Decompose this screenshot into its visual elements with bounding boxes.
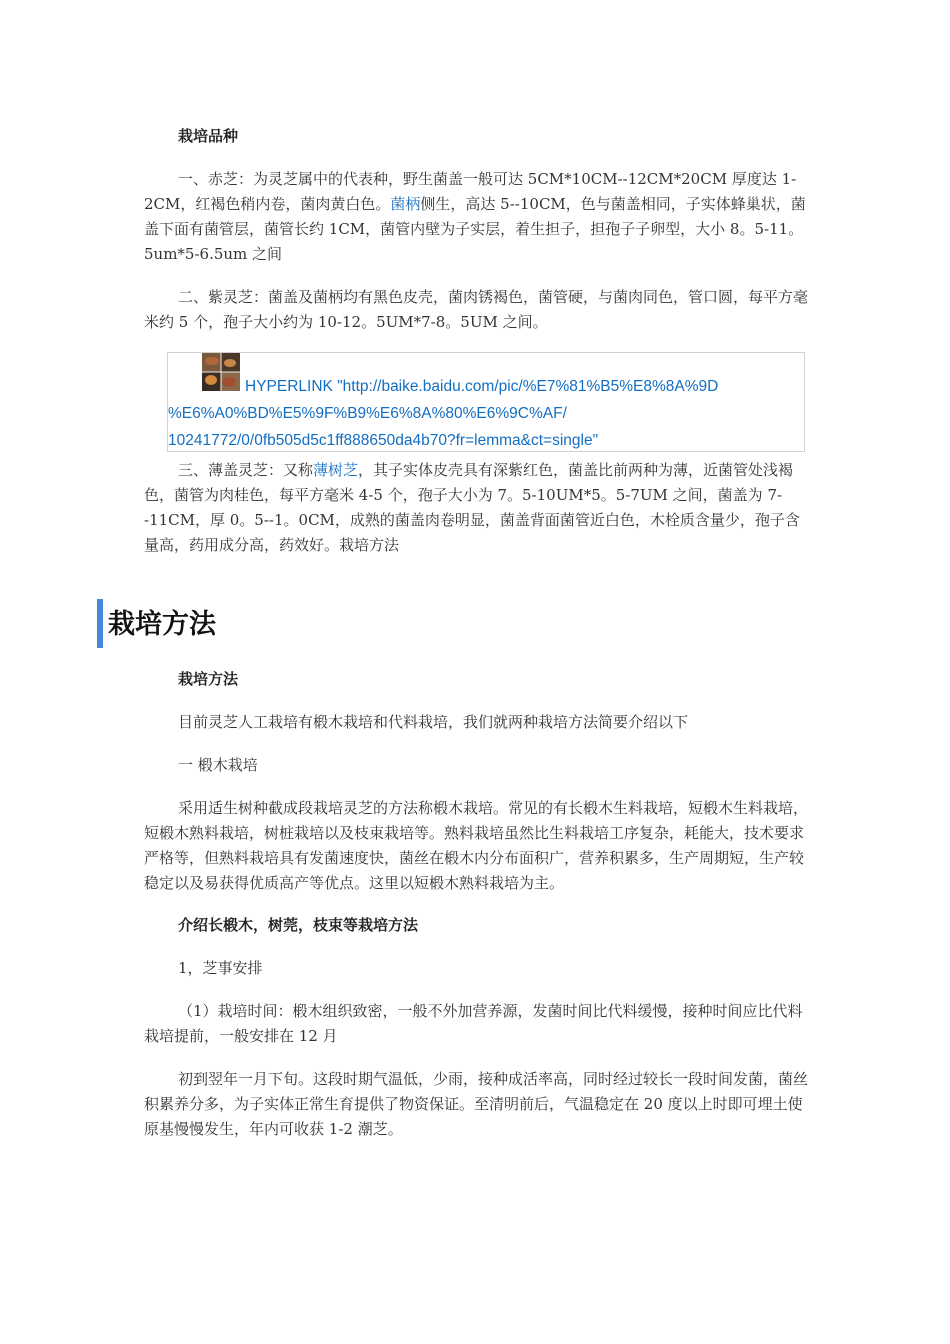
link-baoshuzhi[interactable]: 薄树芝	[313, 461, 359, 479]
paragraph-duanmu: 采用适生树种截成段栽培灵芝的方法称椴木栽培。常见的有长椴木生料栽培，短椴木生料栽培，短椴木熟料栽培，树桩栽培以及枝束栽培等。熟料栽培虽然比生料栽培工序复杂，耗能大，技术要求严格等，但熟料栽培具有发菌速度快，菌丝在椴木内分布面积广，营养积累多，生产周期短，生产较稳定以及易获得优质高产等优点。这里以短椴木熟料栽培为主。	[144, 799, 809, 892]
list-item-schedule: 1，芝事安排	[178, 959, 263, 977]
list-item-duanmu: 一 椴木栽培	[178, 756, 258, 774]
hyperlink-line[interactable]: %E6%A0%BD%E5%9F%B9%E6%8A%80%E6%9C%AF/	[168, 405, 567, 422]
paragraph-intro: 目前灵芝人工栽培有椴木栽培和代料栽培，我们就两种栽培方法简要介绍以下	[178, 713, 689, 731]
paragraph-time: （1）栽培时间：椴木组织致密，一般不外加营养源，发菌时间比代料缓慢，接种时间应比代料栽培提前，一般安排在 12 月	[144, 1002, 803, 1045]
hyperlink-url[interactable]	[168, 373, 804, 454]
paragraph-chizhi	[144, 167, 810, 267]
section-subtitle-varieties: 栽培品种	[178, 127, 239, 145]
paragraph-text: 一、赤芝：为灵芝属中的代表种，野生菌盖一般可达 5CM*10CM--12CM*20CM 厚度达 1-2CM，红褐色稍内卷，菌肉黄白色。	[144, 170, 797, 213]
section-heading: 栽培方法	[108, 609, 216, 640]
heading-accent-bar	[97, 599, 103, 648]
paragraph-zilingzhi: 二、紫灵芝：菌盖及菌柄均有黑色皮壳，菌肉锈褐色，菌管硬，与菌肉同色，管口圆，每平方毫米约 5 个，孢子大小约为 10-12。5UM*7-8。5UM 之间。	[144, 288, 809, 331]
paragraph-text: 侧生，高达 5--10CM，色与菌盖相同，子实体蜂巢状，菌盖下面有菌管层，菌管长约 1CM，菌管内壁为子实层，着生担子，担孢子子卵型，大小 8。5-11。5um*5-6.5um 之间	[144, 195, 806, 263]
section-subtitle-methods: 栽培方法	[178, 670, 239, 688]
paragraph-baogai	[144, 458, 810, 558]
section-subtitle-long-wood: 介绍长椴木，树莞，枝束等栽培方法	[178, 916, 419, 934]
hyperlink-line[interactable]: HYPERLINK "http://baike.baidu.com/pic/%E7%81%B5%E8%8A%9D	[245, 378, 719, 395]
hyperlink-line[interactable]: 10241772/0/0fb505d5c1ff888650da4b70?fr=lemma&ct=single"	[168, 432, 599, 449]
paragraph-season: 初到翌年一月下旬。这段时期气温低，少雨，接种成活率高，同时经过较长一段时间发菌，菌丝积累养分多，为子实体正常生育提供了物资保证。至清明前后，气温稳定在 20 度以上时即可埋土使原基慢慢发生，年内可收获 1-2 潮芝。	[144, 1070, 809, 1138]
paragraph-text: 三、薄盖灵芝：又称	[178, 461, 314, 479]
hyperlink-box[interactable]	[167, 352, 805, 452]
link-junbing[interactable]: 菌柄	[390, 195, 421, 213]
paragraph-text: ，其子实体皮壳具有深紫红色，菌盖比前两种为薄，近菌管处浅褐色，菌管为肉桂色，每平方毫米 4-5 个，孢子大小为 7。5-10UM*5。5-7UM 之间，菌盖为 7--11CM，厚 0。5--1。0CM，成熟的菌盖肉卷明显，菌盖背面菌管近白色，木栓质含量少，孢子含量高，药用成分高，药效好。栽培方法	[144, 461, 800, 554]
